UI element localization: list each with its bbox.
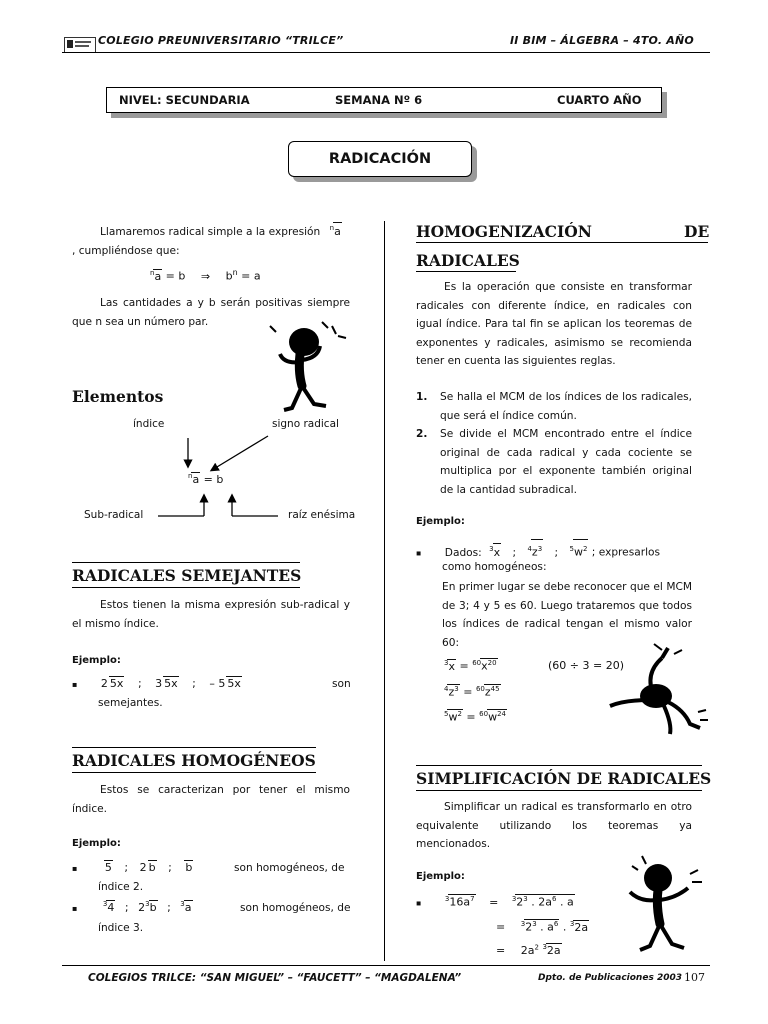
homogeneous-example-1-text: son homogéneos, de xyxy=(234,862,345,874)
hom-heading-rule-bottom xyxy=(72,772,316,773)
simplification-eq-2: = $^32^3$ . $a^6$ . $^3$2a xyxy=(496,919,589,934)
homog-calc: (60 ÷ 3 = 20) xyxy=(548,659,624,672)
intro-paragraph-2: Las cantidades a y b serán positivas siempre que n sea un número par. xyxy=(72,297,350,328)
homogeneous-radicals-text: Estos se caracterizan por tener el mismo índice. xyxy=(72,784,350,815)
simp-heading-rule-bottom xyxy=(416,790,702,791)
header-right-title: II BIM – ÁLGEBRA – 4TO. AÑO xyxy=(510,34,694,47)
similar-word: semejantes. xyxy=(98,697,163,709)
homogenization-heading-de: DE xyxy=(684,222,710,241)
sem-heading-rule-top xyxy=(72,562,300,563)
homogeneous-example-1: ▪ 5 ; 2 b ; b xyxy=(72,861,193,874)
rule-2-number: 2. xyxy=(416,428,428,440)
homog-rule-2 xyxy=(416,271,516,272)
homogeneous-example-2-text: son homogéneos, de xyxy=(240,902,351,914)
homogeneous-example-1-index: índice 2. xyxy=(98,881,144,893)
similar-radicals-text: Estos tienen la misma expresión sub-radical y el mismo índice. xyxy=(72,599,350,630)
level-label: NIVEL: SECUNDARIA xyxy=(119,93,250,107)
thinking-figure-illustration xyxy=(262,318,356,418)
similar-example-label: Ejemplo: xyxy=(72,655,121,666)
similar-are: son xyxy=(332,678,351,690)
footer-schools: COLEGIOS TRILCE: “SAN MIGUEL” – “FAUCETT” – “MAGDALENA” xyxy=(88,972,462,984)
elements-arrows-diagram xyxy=(150,430,360,520)
week-label: SEMANA Nº 6 xyxy=(335,93,423,107)
first-place-text: En primer lugar se debe reconocer que el MCM de 3; 4 y 5 es 60. Luego trataremos que todos los índices de radical tengan el mismo valor 60: xyxy=(442,581,692,649)
homog-rule-1 xyxy=(416,242,708,243)
label-subradical: Sub-radical xyxy=(84,509,144,521)
title-box xyxy=(288,141,472,177)
label-sign: signo radical xyxy=(272,418,339,430)
rule-1-number: 1. xyxy=(416,391,428,403)
header-rule xyxy=(62,52,710,53)
as-homogeneous: como homogéneos: xyxy=(442,561,547,573)
elements-formula: $^n$a = b xyxy=(188,472,224,486)
header-left-title: COLEGIO PREUNIVERSITARIO “TRILCE” xyxy=(98,34,344,47)
sem-heading-rule-bottom xyxy=(72,587,300,588)
footer-rule xyxy=(62,965,710,966)
running-figure-illustration xyxy=(604,640,710,736)
label-index: índice xyxy=(133,418,165,430)
homog-eq-3: $^5w^2 = ^{60}w^{24}$ xyxy=(444,709,506,724)
given-line: ▪ Dados: $^3$x ; $^4z^3$ ; $^5w^2$ ; expresarlos xyxy=(416,539,660,563)
homog-eq-2: $^4z^3 = ^{60}z^{45}$ xyxy=(444,684,500,699)
column-divider xyxy=(384,221,385,961)
similar-radicals-heading: RADICALES SEMEJANTES xyxy=(72,566,302,585)
footer-dept: Dpto. de Publicaciones 2003 xyxy=(538,973,682,983)
homogeneous-example-2: ▪ $^3$4 ; $2^3b$ ; $^3$a xyxy=(72,900,192,914)
simp-heading-rule-top xyxy=(416,765,702,766)
homogenization-heading-1: HOMOGENIZACIÓN xyxy=(416,222,592,241)
page-title: RADICACIÓN xyxy=(328,151,432,167)
simplification-text: Simplificar un radical es transformarlo en otro equivalente utilizando los teoremas ya mencionados. xyxy=(416,801,692,851)
simplification-example-label: Ejemplo: xyxy=(416,871,465,882)
header-logo xyxy=(64,37,96,53)
intro-line-2: , cumpliéndose que: xyxy=(72,245,180,257)
homogeneous-example-2-index: índice 3. xyxy=(98,922,144,934)
homogeneous-example-label: Ejemplo: xyxy=(72,838,121,849)
definition-formula: $^n$a = b ⇒ $b^n = a$ xyxy=(150,268,261,283)
pointing-figure-illustration xyxy=(612,852,708,956)
label-root: raíz enésima xyxy=(288,509,356,521)
year-label: CUARTO AÑO xyxy=(557,93,642,107)
simplification-eq-1: ▪ $^316a^7 = ^32^3$ . $2a^6$ . a xyxy=(416,894,574,909)
page-number: 107 xyxy=(684,971,705,984)
homogenization-example-label: Ejemplo: xyxy=(416,516,465,527)
simplification-heading: SIMPLIFICACIÓN DE RADICALES xyxy=(416,769,712,788)
homogenization-heading-2: RADICALES xyxy=(416,251,520,270)
simplification-eq-3: = $2a^2$ $^3$2a xyxy=(496,943,561,957)
homog-eq-1: $^3x = ^{60}x^{20}$ xyxy=(444,658,497,673)
level-box xyxy=(106,87,662,113)
rule-2-text: Se divide el MCM encontrado entre el índice original de cada radical y cada cociente se multiplica por el exponente también original de la cantidad subradical. xyxy=(440,428,692,496)
similar-example: ▪ 2 5x ; 3 5x ; – 5 5x xyxy=(72,677,241,690)
homogeneous-radicals-heading: RADICALES HOMOGÉNEOS xyxy=(72,751,316,770)
hom-heading-rule-top xyxy=(72,747,316,748)
intro-line-1: Llamaremos radical simple a la expresión $^n$a xyxy=(100,222,342,243)
homogenization-text: Es la operación que consiste en transformar radicales con diferente índice, en radicales con igual índice. Para tal fin se aplican los teoremas de exponentes y radicales, asimismo se recomienda tener en cuenta las siguientes reglas. xyxy=(416,281,692,368)
elements-heading: Elementos xyxy=(72,387,164,406)
rule-1-text: Se halla el MCM de los índices de los radicales, que será el índice común. xyxy=(440,391,692,422)
